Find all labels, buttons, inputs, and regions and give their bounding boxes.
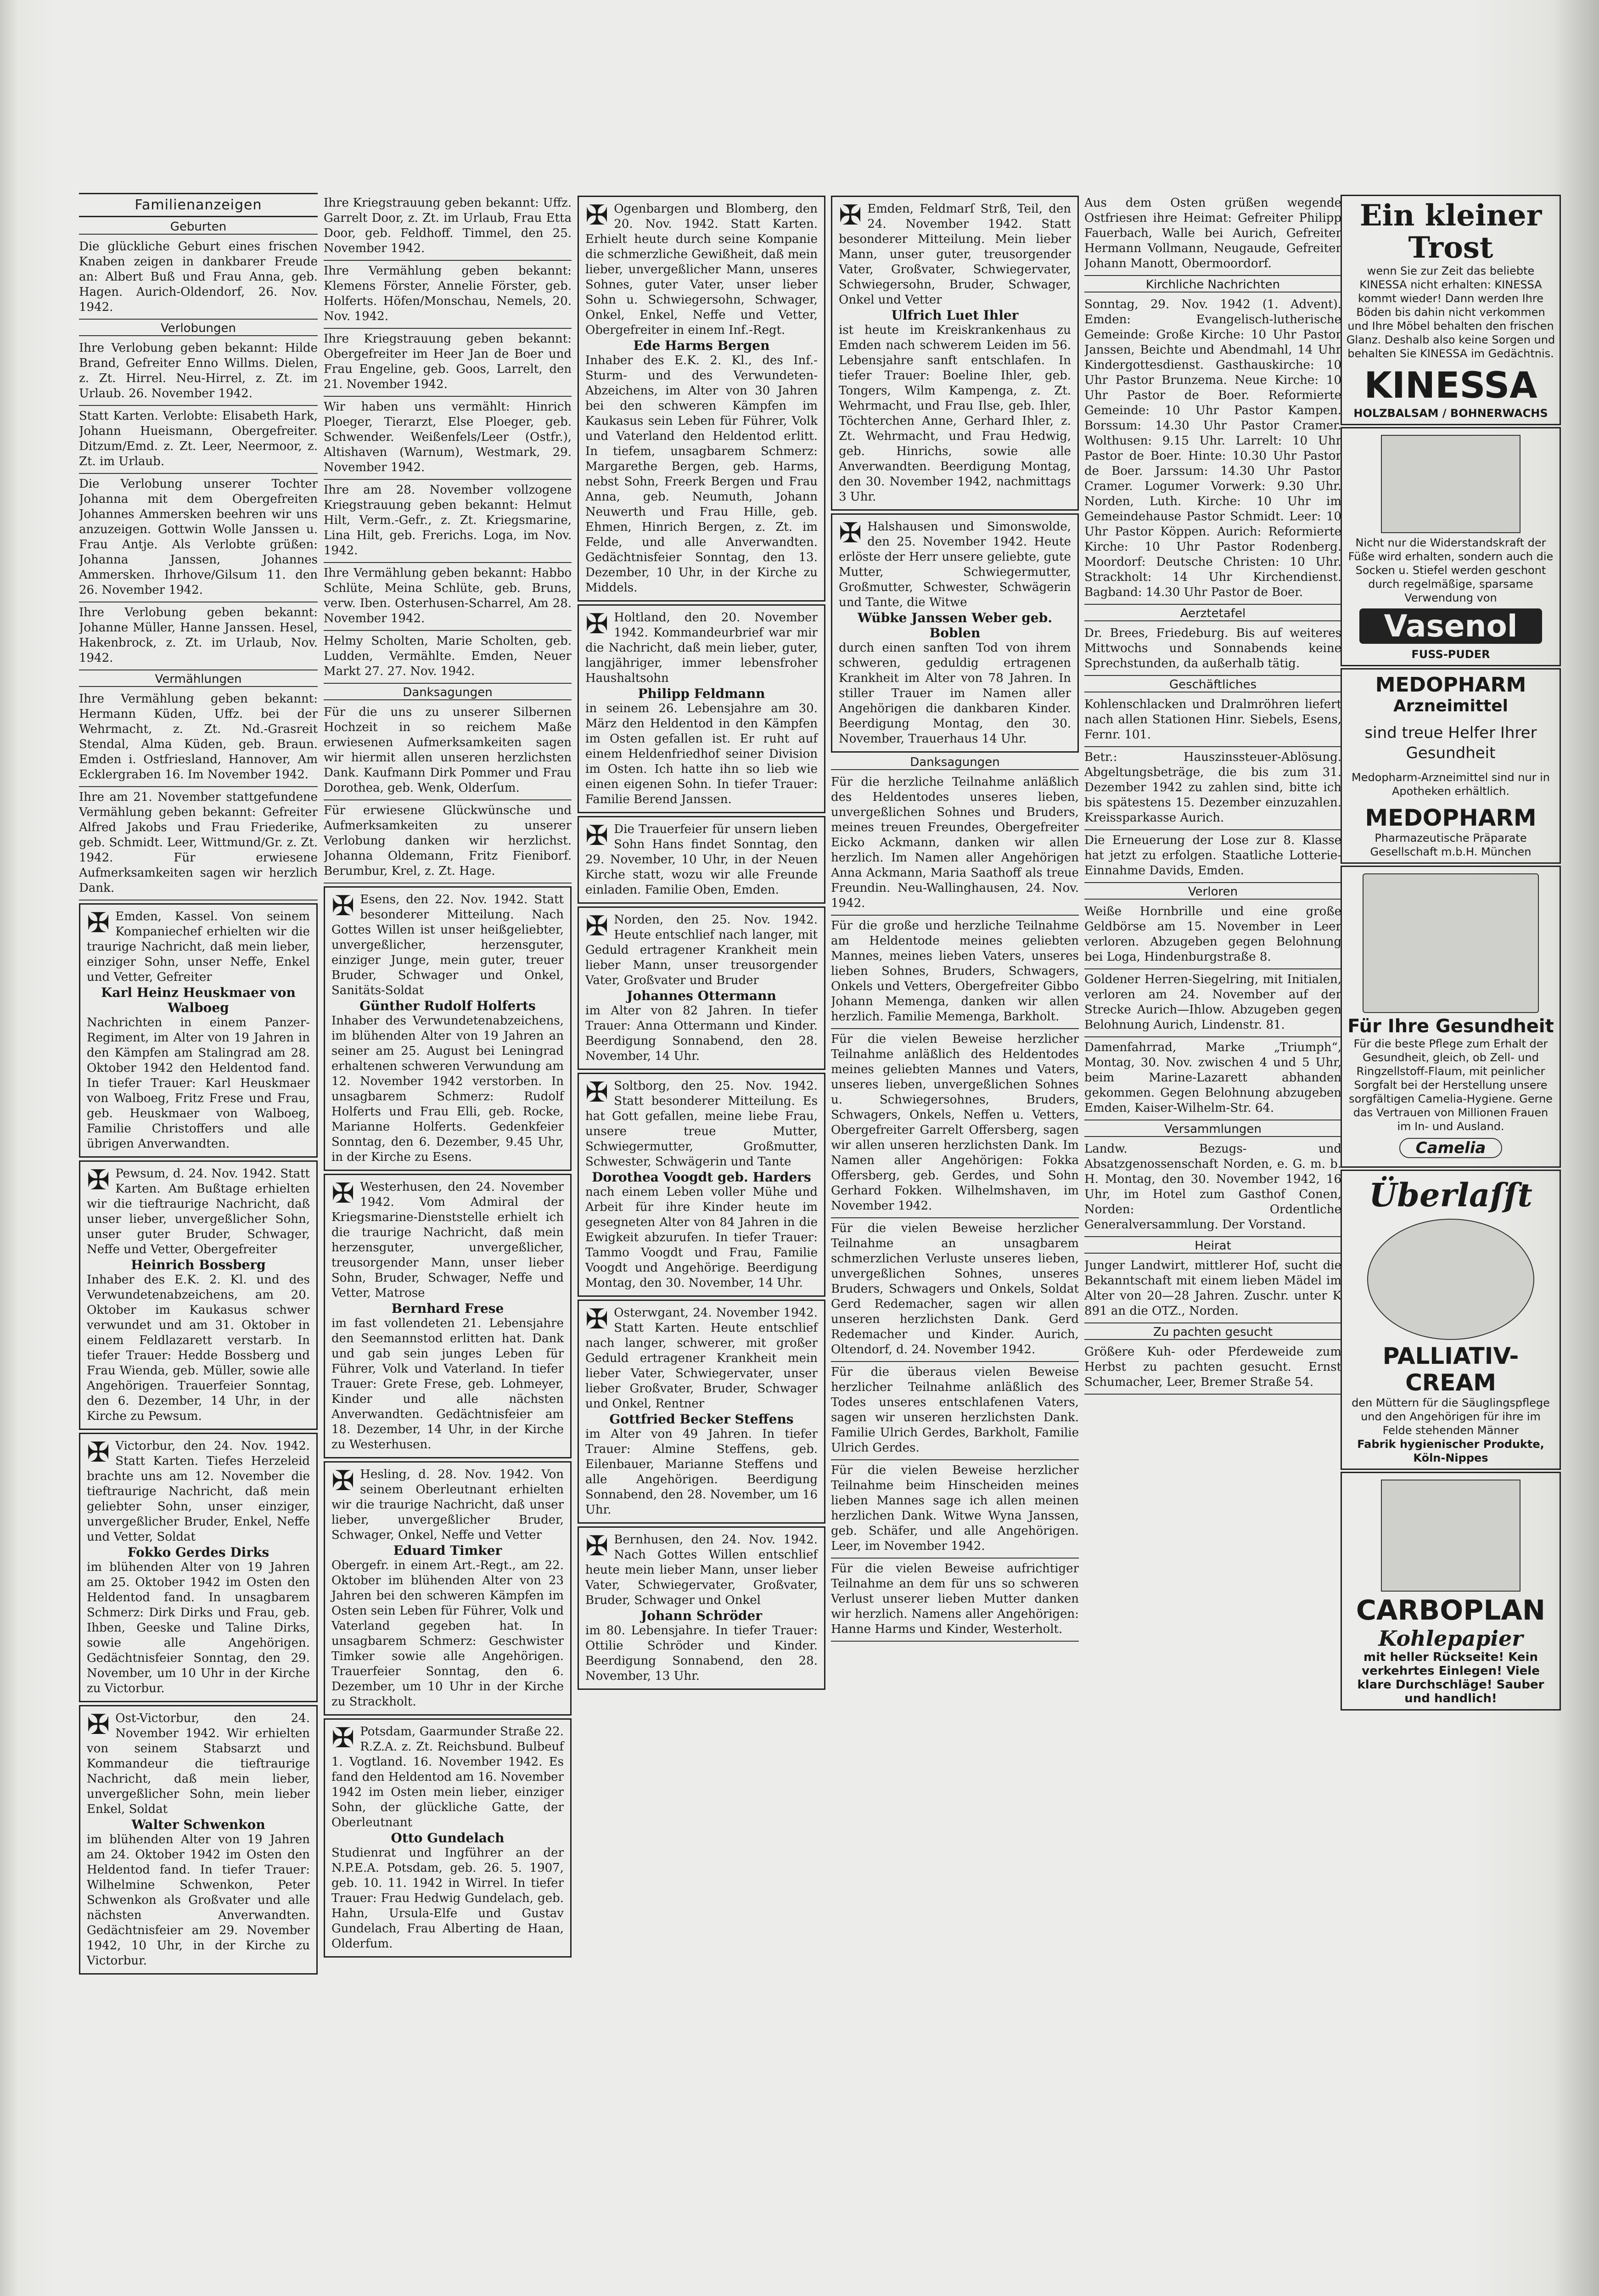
deceased-name: Otto Gundelach (391, 1830, 505, 1846)
obituaries (324, 886, 572, 1958)
deceased-name: Gottfried Becker Steffens (609, 1412, 794, 1427)
deceased-name: Heinrich Bossberg (131, 1257, 266, 1272)
deceased-name: Dorothea Voogdt geb. Harders (592, 1170, 811, 1185)
deceased-name: Ede Harms Bergen (633, 338, 770, 353)
iron-cross-icon: ✠ (839, 199, 862, 231)
column-1 (79, 193, 318, 1977)
obituary-notice (324, 1174, 572, 1458)
boots-illustration (1381, 435, 1520, 533)
lost-header: Verloren (1084, 885, 1341, 900)
obituary-text: Bernhusen, den 24. Nov. 1942. Nach Gottes Willen entschlief heute mein lieber Mann, unser lieber Vater, Schwiegervater, Großvater, Bruder, Schwager und Onkel (585, 1533, 818, 1607)
obituary-notice (831, 196, 1079, 511)
obituary-text: Halshausen und Simonswolde, den 25. November 1942. Heute erlöste der Herr unsere geliebte, gute Mutter, Schwiegermutter, Großmutter, Schwester, Schwägerin und Tante, die Witwe (839, 520, 1071, 609)
obituary-details: nach einem Leben voller Mühe und Arbeit für ihre Kinder heute im gesegneten Alter von 84 Jahren in die Ewigkeit abzurufen. In tiefer Trauer: Tammo Voogdt und Frau, Familie Voogdt und Angehörige. Beerdigung Montag, den 30. November, 14 Uhr. (585, 1185, 818, 1290)
deceased-name: Walter Schwenkon (131, 1817, 265, 1832)
obituary-details: im 80. Lebensjahre. In tiefer Trauer: Ottilie Schröder und Kinder. Beerdigung Sonnabend, den 28. November, 13 Uhr. (585, 1624, 818, 1683)
obituary-details: Obergefr. in einem Art.-Regt., am 22. Oktober im blühenden Alter von 23 Jahren bei den schweren Kämpfen im Osten sein Leben für Führer, Volk und Vaterland gegeben hat. In unsagbarem Schmerz: Geschwister Timker sowie alle Angehörigen. Trauerfeier Sonntag, den 6. Dezember, um 10 Uhr in der Kirche zu Strackholt. (331, 1559, 564, 1709)
iron-cross-icon: ✠ (331, 1465, 355, 1497)
lease-notice: Größere Kuh- oder Pferdeweide zum Herbst zu pachten gesucht. Ernst Schumacher, Leer, Bremer Straße 54. (1084, 1342, 1341, 1395)
marriage-notice: Junger Landwirt, mittlerer Hof, sucht die Bekanntschaft mit einem lieben Mädel im Alter von 20—28 Jahren. Zuschr. unter K 891 an die OTZ., Norden. (1084, 1255, 1341, 1323)
obituary-notice (578, 816, 825, 904)
iron-cross-icon: ✠ (585, 608, 609, 640)
obituary-text: Ogenbargen und Blomberg, den 20. Nov. 1942. Statt Karten. Erhielt heute durch seine Kompanie die schmerzliche Gewißheit, daß mein lieber, unvergeßlicher Mann, unseres Sohnes, guter Vater, unser lieber Sohn u. Schwiegersohn, Schwager, Onkel, Enkel, Neffe und Vetter, Obergefreiter in einem Inf.-Regt. (585, 202, 818, 337)
family-ad: Ihre Vermählung geben bekannt: Hermann Küden, Uffz. bei der Wehrmacht, z. Zt. Nd.-Grasreit Stendal, Alma Küden, geb. Braun. Emden i. Ostfriesland, Hannover, Am Ecklergraben 16. Im November 1942. (79, 689, 318, 787)
iron-cross-icon: ✠ (585, 1076, 609, 1109)
obituary-text: Hesling, d. 28. Nov. 1942. Von seinem Oberleutnant erhielten wir die traurige Nachricht, daß unser lieber, unvergeßlicher Bruder, Schwager, Onkel, Neffe und Vetter (331, 1468, 564, 1542)
business-notices (1084, 694, 1341, 883)
obituary-notice (324, 1718, 572, 1958)
palliativ-company: Fabrik hygienischer Produkte, Köln-Nippes (1357, 1438, 1544, 1464)
medopharm-logo-2: MEDOPHARM (1365, 805, 1537, 831)
ad-note: Medopharm-Arzneimittel sind nur in Apotheken erhältlich. (1352, 771, 1550, 798)
greeting-ad: Aus dem Osten grüßen wegende Ostfriesen ihre Heimat: Gefreiter Philipp Fauerbach, Walle bei Aurich, Gefreiter Hermann Vollmann, Neugaude, Gefreiter Johann Manott, Obermoordorf. (1084, 193, 1341, 276)
thanks-ad: Für die uns zu unserer Silbernen Hochzeit in so reichem Maße erwiesenen Aufmerksamkeiten sagen wir hiermit allen unseren herzlichsten Dank. Kaufmann Dirk Pommer und Frau Dorothea, geb. Wenk, Olderſum. (324, 702, 572, 800)
church-header: Kirchliche Nachrichten (1084, 278, 1341, 293)
doctor-header: Aerztetafel (1084, 607, 1341, 621)
deceased-name: Ulfrich Luet Ihler (891, 308, 1019, 323)
medopharm-company: Pharmazeutische Präparate Gesellschaft m.b.H. München (1370, 832, 1532, 858)
iron-cross-icon: ✠ (87, 1709, 110, 1741)
lost-notice: Damenfahrrad, Marke „Triumph“, Montag, 30. Nov. zwischen 4 und 5 Uhr, beim Marine-Lazarett abhanden gekommen. Gegen Belohnung abzugeben Emden, Kaiser-Wilhelm-Str. 64. (1084, 1037, 1341, 1120)
kinessa-ad (1341, 195, 1561, 425)
obituary-details: Studienrat und Ingführer an der N.P.E.A. Potsdam, geb. 26. 5. 1907, geb. 10. 11. 1942 in Wirrel. In tiefer Trauer: Frau Hedwig Gundelach, geb. Hahn, Ursula-Elfe und Gustav Gundelach, Frau Alberting de Haan, Olderfum. (331, 1846, 564, 1951)
carboplan-logo: CARBOPLAN (1356, 1594, 1546, 1626)
iron-cross-icon: ✠ (839, 517, 862, 549)
carboplan-sub: Kohlepapier (1378, 1626, 1523, 1651)
meeting-notice: Landw. Bezugs- und Absatzgenossenschaft Norden, e. G. m. b. H. Montag, den 30. November 1942, 16 Uhr, im Hotel zum Gasthof Conen, Norden: Ordentliche Generalversammlung. Der Vorstand. (1084, 1139, 1341, 1237)
thanks-ad: Für die überaus vielen Beweise herzlicher Teilnahme anläßlich des Todes unseres entschlafenen Vaters, sagen wir unseren herzlichsten Dank. Familie Ulrich Gerdes, Barkholt, Familie Ulrich Gerdes. (831, 1362, 1079, 1460)
ad-text: sind treue Helfer Ihrer Gesundheit (1364, 724, 1537, 762)
section-title: Verlobungen (79, 321, 318, 336)
family-ad: Ihre am 21. November stattgefundene Vermählung geben bekannt: Gefreiter Alfred Jakobs und Frau Friederike, geb. Schmidt. Leer, Wittmund/Gr. z. Zt. 1942. Für erwiesene Aufmerksamkeiten sagen wir herzlich Dank. (79, 787, 318, 900)
obituary-notice (79, 1705, 318, 1975)
obituary-text: Osterwgant, 24. November 1942. Statt Karten. Heute entschlief nach langer, schwerer, mit großer Geduld ertragener Krankheit mein lieber Vater, Schwiegervater, unser lieber Großvater, Bruder, Schwager und Onkel, Rentner (585, 1306, 818, 1411)
family-ad: Die Verlobung unserer Tochter Johanna mit dem Obergefreiten Johannes Ammersken beehren wir uns anzuzeigen. Gottwin Wolle Janssen u. Frau Antje. Als Verlobte grüßen: Johanna Janssen, Johannes Ammersken. Ihrhove/Gilsum 11. den 26. November 1942. (79, 474, 318, 602)
family-ad: Ihre Verlobung geben bekannt: Johanne Müller, Hanne Janssen. Hesel, Hakenbrock, z. Zt. im Urlaub, Nov. 1942. (79, 602, 318, 670)
lost-notice: Goldener Herren-Siegelring, mit Initialen, verloren am 24. November auf der Strecke Aurich—Ihlow. Abzugeben gegen Belohnung Aurich, Lindenstr. 81. (1084, 969, 1341, 1037)
ad-title: Ein kleiner Trost (1359, 198, 1542, 265)
thanks-ad: Für die vielen Beweise aufrichtiger Teilnahme an dem für uns so schweren Verlust unserer lieben Mutter danken wir herzlich. Namens aller Angehörigen: Hanne Harms und Kinder, Westerholt. (831, 1559, 1079, 1642)
palliativ-ad (1341, 1170, 1561, 1470)
ad-text: Nicht nur die Widerstandskraft der Füße wird erhalten, sondern auch die Socken u. Stiefel werden geschont durch regelmäßige, sparsame Verwendung von (1348, 536, 1554, 604)
obituary-details: im Alter von 82 Jahren. In tiefer Trauer: Anna Ottermann und Kinder. Beerdigung Sonnabend, den 28. November, 14 Uhr. (585, 1004, 818, 1063)
lost-notices (1084, 901, 1341, 1120)
obituary-text: Soltborg, den 25. Nov. 1942. Statt besonderer Mitteilung. Es hat Gott gefallen, meine liebe Frau, unsere treue Mutter, Schwiegermutter, Großmutter, Schwester, Schwägerin und Tante (585, 1079, 818, 1169)
dank-header: Danksagungen (324, 686, 572, 700)
obituary-notice (324, 1461, 572, 1716)
thanks-ad: Für die vielen Beweise herzlicher Teilnahme an unsagbarem schmerzlichen Verluste unseres lieben, unvergeßlichen Sohnes, unseres Bruders, Schwagers und Onkels, Soldat Gerd Redemacher, sagen wir allen unseren herzlichsten Dank. Gerd Redemacher und Kinder. Aurich, Oltendorf, d. 24. November 1942. (831, 1218, 1079, 1362)
column-4 (831, 193, 1079, 1642)
obituary-notice (578, 1073, 825, 1297)
marriage-ad: Ihre Kriegstrauung geben bekannt: Obergefreiter im Heer Jan de Boer und Frau Engeline, geb. Goos, Larrelt, den 21. November 1942. (324, 329, 572, 397)
marriage-ad: Wir haben uns vermählt: Hinrich Ploeger, Tierarzt, Else Ploeger, geb. Schwender. Weißenfels/Leer (Ostfr.), Altishaven (Warnum), Westmark, 29. November 1942. (324, 397, 572, 480)
iron-cross-icon: ✠ (585, 820, 609, 852)
ad-text: Für die beste Pflege zum Erhalt der Gesundheit, gleich, ob Zell- und Ringzellstoff-Flaum, mit peinlicher Sorgfalt bei der Herstellung unsere sorgfältigen Camelia-Hygiene. Gerne das Vertrauen von Millionen Frauen im In- und Ausland. (1349, 1037, 1553, 1133)
ad-title: Überlaſſt (1369, 1176, 1532, 1214)
dank-header: Danksagungen (831, 755, 1079, 770)
vasenol-logo: Vasenol (1359, 608, 1542, 644)
thanks-ad: Für die große und herzliche Teilnahme am Heldentode meines geliebten Mannes, meines lieben Vaters, unseres lieben Sohnes, Bruders, Schwagers, Onkels und Vetters, Obergefreiter Gibbo Johann Memenga, danken wir allen herzlich. Familie Memenga, Barkholt. (831, 916, 1079, 1029)
deceased-name: Wübke Janssen Weber geb. Boblen (858, 610, 1052, 641)
obituary-text: Victorbur, den 24. Nov. 1942. Statt Karten. Tiefes Herzeleid brachte uns am 12. November die tieftraurige Nachricht, daß mein geliebter Sohn, unser einziger, unvergeßlicher Bruder, Enkel, Neffe und Vetter, Soldat (87, 1439, 310, 1544)
obituary-notice (79, 1433, 318, 1702)
business-notice: Betr.: Hauszinssteuer-Ablösung. Abgeltungsbeträge, die bis zum 31. Dezember 1942 zu zahlen sind, bitte ich bis spätestens 15. Dezember einzuzahlen. Kreissparkasse Aurich. (1084, 747, 1341, 830)
deceased-name: Karl Heinz Heuskmaer von Walboeg (101, 985, 296, 1015)
vasenol-sub: FUSS-PUDER (1411, 648, 1490, 661)
obituary-text: Ost-Victorbur, den 24. November 1942. Wir erhielten von seinem Stabsarzt und Kommandeur die tieftraurige Nachricht, daß mein lieber, unvergeßlicher Sohn, mein lieber Enkel, Soldat (87, 1711, 310, 1816)
obituary-details: durch einen sanften Tod von ihrem schweren, geduldig ertragenen Krankheit im Alter von 78 Jahren. In stiller Trauer im Namen aller Angehörigen die dankbaren Kinder. Beerdigung Montag, den 30. November, Trauerhaus 14 Uhr. (839, 641, 1071, 746)
iron-cross-icon: ✠ (87, 1164, 110, 1196)
family-sections (79, 220, 318, 900)
thanks-ads (831, 772, 1079, 1642)
deceased-name: Johann Schröder (640, 1608, 763, 1623)
business-notice: Die Erneuerung der Lose zur 8. Klasse hat jetzt zu erfolgen. Staatliche Lotterie-Einnahme Davids, Emden. (1084, 830, 1341, 883)
family-ad: Statt Karten. Verlobte: Elisabeth Hark, Johann Hueismann, Obergefreiter. Ditzum/Emd. z. Zt. Leer, Neermoor, z. Zt. im Urlaub. (79, 406, 318, 474)
iron-cross-icon: ✠ (331, 1722, 355, 1754)
obituary-details: im Alter von 49 Jahren. In tiefer Trauer: Almine Steffens, geb. Eilenbauer, Marianne Steffens und alle Angehörigen. Beerdigung Sonnabend, den 28. November, um 16 Uhr. (585, 1427, 818, 1517)
obituary-text: Emden, Kassel. Von seinem Kompaniechef erhielten wir die traurige Nachricht, daß mein lieber, einziger Sohn, unser Neffe, Enkel und Vetter, Gefreiter (87, 910, 310, 984)
deceased-name: Günther Rudolf Holferts (359, 998, 536, 1013)
obituary-notice (578, 906, 825, 1070)
camelia-logo: Camelia (1399, 1138, 1502, 1158)
kinessa-logo: KINESSA (1364, 365, 1537, 406)
thanks-ads (324, 702, 572, 884)
deceased-name: Johannes Ottermann (627, 988, 776, 1003)
business-notice: Kohlenschlacken und Dralmröhren liefert nach allen Stationen Hinr. Siebels, Esens, Fernr. 101. (1084, 694, 1341, 747)
column-5 (1084, 193, 1341, 1395)
obituary-details: Inhaber des E.K. 2. Kl. und des Verwundetenabzeichens, am 20. Oktober im Kaukasus schwer verwundet und am 31. Oktober in einem Feldlazarett verstarb. In tiefer Trauer: Hedde Bossberg und Frau Wienda, geb. Müller, sowie alle Angehörigen. Trauerfeier Sonntag, den 6. Dezember, 14 Uhr, in der Kirche zu Pewsum. (87, 1273, 310, 1423)
section-title: Geburten (79, 220, 318, 235)
lost-notice: Weiße Hornbrille und eine große Geldbörse am 15. November in Leer verloren. Abzugeben gegen Belohnung bei Loga, Hindenburgstraße 8. (1084, 901, 1341, 969)
obituary-text: Emden, Feldmarſ Strß, Teil, den 24. November 1942. Statt besonderer Mitteilung. Mein lieber Mann, unser guter, treusorgender Vater, Großvater, Schwiegervater, Schwiegersohn, Bruder, Schwager, Onkel und Vetter (839, 202, 1071, 307)
typewriter-illustration (1381, 1480, 1520, 1592)
obituary-text: Norden, den 25. Nov. 1942. Heute entschlief nach langer, mit Geduld ertragener Krankheit mein lieber Mann, unser treusorgender Vater, Großvater und Bruder (585, 913, 818, 987)
obituaries (831, 196, 1079, 753)
iron-cross-icon: ✠ (87, 907, 110, 939)
obituary-notice (79, 1160, 318, 1430)
obituary-notice (578, 1300, 825, 1524)
obituary-details: im fast vollendeten 21. Lebensjahre den Seemannstod erlitten hat. Dank und gab sein junges Leben für Führer, Volk und Vaterland. In tiefer Trauer: Grete Frese, geb. Lohmeyer, Kinder und alle nächsten Anverwandten. Gedächtnisfeier am 18. Dezember, 14 Uhr, in der Kirche zu Westerhusen. (331, 1317, 564, 1452)
iron-cross-icon: ✠ (331, 1177, 355, 1210)
woman-portrait (1363, 873, 1539, 1013)
obituary-text: Holtland, den 20. November 1942. Kommandeurbrief war mir die Nachricht, daß mein lieber, guter, langjähriger, immer lebensfroher Haushaltsohn (585, 611, 818, 685)
obituaries (79, 903, 318, 1975)
iron-cross-icon: ✠ (331, 890, 355, 922)
iron-cross-icon: ✠ (585, 1530, 609, 1562)
column-3 (578, 193, 825, 1693)
ad-text: mit heller Rückseite! Kein verkehrtes Einlegen! Viele klare Durchschläge! Sauber und handlich! (1357, 1650, 1544, 1705)
iron-cross-icon: ✠ (585, 1303, 609, 1335)
obituary-details: im blühenden Alter von 19 Jahren am 25. Oktober 1942 im Osten den Heldentod fand. In unsagbarem Schmerz: Dirk Dirks und Frau, geb. Ihben, Geeske und Taline Dirks, sowie alle Angehörigen. Gedächtnisfeier Sonntag, den 29. November, um 10 Uhr in der Kirche zu Victorbur. (87, 1560, 310, 1695)
obituary-notice (578, 196, 825, 602)
obituary-text: Pewsum, d. 24. Nov. 1942. Statt Karten. Am Bußtage erhielten wir die tieftraurige Nachricht, daß unser lieber, unvergeßlicher Sohn, unser guter Bruder, Schwager, Neffe und Vetter, Obergefreiter (87, 1167, 310, 1256)
family-ad: Die glückliche Geburt eines frischen Knaben zeigen in dankbarer Freude an: Albert Buß und Frau Anna, geb. Hagen. Aurich-Oldendorf, 26. Nov. 1942. (79, 236, 318, 320)
obituary-details: ist heute im Kreiskrankenhaus zu Emden nach schwerem Leiden im 56. Lebensjahre sanft entschlafen. In tiefer Trauer: Boeline Ihler, geb. Tongers, Wilm Kampenga, z. Zt. Wehrmacht, und Frau Ilse, geb. Ihler, Töchterchen Anne, Gerhard Ihler, z. Zt. Wehrmacht, und Frau Hedwig, geb. Hinrichs, sowie alle Anverwandten. Beerdigung Montag, den 30. November 1942, nachmittags 3 Uhr. (839, 323, 1071, 504)
lease-header: Zu pachten gesucht (1084, 1325, 1341, 1340)
obituaries (578, 196, 825, 1690)
thanks-ad: Für erwiesene Glückwünsche und Aufmerksamkeiten zu unserer Verlobung danken wir herzlichst. Johanna Oldemann, Fritz Fieniborf. Berumbur, Krel, z. Zt. Hage. (324, 800, 572, 884)
camelia-ad (1341, 866, 1561, 1168)
section-header: Familienanzeigen (79, 193, 318, 217)
thanks-ad: Für die vielen Beweise herzlicher Teilnahme beim Hinscheiden meines lieben Mannes sage ich allen meinen herzlichen Dank. Witwe Wyna Janssen, geb. Schäfer, und alle Angehörigen. Leer, im November 1942. (831, 1460, 1079, 1559)
business-header: Geschäftliches (1084, 678, 1341, 692)
obituary-details: in seinem 26. Lebensjahre am 30. März den Heldentod in den Kämpfen im Osten gefallen ist. Er ruht auf einem Heldenfriedhof seiner Division im Osten. Ich hatte ihn so lieb wie einen eigenen Sohn. In tiefer Trauer: Familie Berend Janssen. (585, 702, 818, 806)
obituary-notice (578, 1526, 825, 1690)
obituary-notice (578, 604, 825, 813)
section-title: Vermählungen (79, 672, 318, 687)
iron-cross-icon: ✠ (585, 199, 609, 231)
marriage-ad: Ihre Vermählung geben bekannt: Habbo Schlüte, Meina Schlüte, geb. Bruns, verw. Iben. Osterhusen-Scharrel, Am 28. November 1942. (324, 563, 572, 631)
carboplan-ad (1341, 1472, 1561, 1711)
vasenol-ad (1341, 427, 1561, 666)
obituary-details: Inhaber des E.K. 2. Kl., des Inf.-Sturm- und des Verwundeten-Abzeichens, im Alter von 30 Jahren bei den schweren Kämpfen im Kaukasus sein Leben für Führer, Volk und Vaterland den Heldentod erlitt. In tiefem, unsagbarem Schmerz: Margarethe Bergen, geb. Harms, nebst Sohn, Freerk Bergen und Frau Anna, geb. Neumuth, Johann Neuwerth und Frau Hille, geb. Ehmen, Hinrich Bergen, z. Zt. im Felde, und alle Anverwandten. Gedächtnisfeier Sonntag, den 13. Dezember, 10 Uhr, in der Kirche zu Middels. (585, 354, 818, 595)
cream-tin-illustration (1367, 1219, 1534, 1340)
ad-title: Für Ihre Gesundheit (1347, 1016, 1554, 1037)
church-notices: Sonntag, 29. Nov. 1942 (1. Advent). Emden: Evangelisch-lutherische Gemeinde: Große Kirche: 10 Uhr Pastor Janssen, Beichte und Abendmahl, 14 Uhr Kindergottesdienst. Gasthauskirche: 10 Uhr Pastor Brunzema. Neue Kirche: 10 Uhr Pastor de Boer. Reformierte Gemeinde: 10 Uhr Pastor Kampen. Borssum: 14.30 Uhr Pastor Cramer. Wolthusen: 9.15 Uhr. Larrelt: 10 Uhr Pastor de Boer. Hinte: 10.30 Uhr Pastor de Boer. Jarssum: 14.30 Uhr Pastor Cramer. Logumer Vorwerk: 9.30 Uhr. Norden, Luth. Kirche: 10 Uhr im Gemeindehause Pastor Schmidt. Leer: 10 Uhr Pastor Köppen. Aurich: Reformierte Kirche: 10 Uhr Pastor Rodenberg. Moordorf: Deutsche Christen: 10 Uhr. Strackholt: 14 Uhr Kirchendienst. Bagband: 14.30 Uhr Pastor de Boer. (1084, 294, 1341, 605)
marriage-ad: Ihre Kriegstrauung geben bekannt: Uffz. Garrelt Door, z. Zt. im Urlaub, Frau Etta Door, geb. Feldhoff. Timmel, den 25. November 1942. (324, 193, 572, 261)
deceased-name: Eduard Timker (393, 1543, 502, 1558)
obituary-notice (831, 513, 1079, 753)
obituary-text: Potsdam, Gaarmunder Straße 22. R.Z.A. z. Zt. Reichsbund. Bulbeuf 1. Vogtland. 16. November 1942. Es fand den Heldentod am 16. November 1942 im Osten mein lieber, einziger Sohn, der glückliche Gatte, der Oberleutnant (331, 1725, 564, 1829)
thanks-ad: Für die herzliche Teilnahme anläßlich des Heldentodes unseres lieben, unvergeßlichen Sohnes und Bruders, meines treuen Freundes, Obergefreiter Eicko Ackmann, danken wir allen herzlich. Im Namen aller Angehörigen Anna Ackmann, Maria Saathoff als treue Freundin. Neu-Wallinghausen, 24. Nov. 1942. (831, 772, 1079, 916)
obituary-details: Inhaber des Verwundetenabzeichens, im blühenden Alter von 19 Jahren an seiner am 25. August bei Leningrad erhaltenen schweren Verwundung am 12. November 1942 verstorben. In unsagbarem Schmerz: Rudolf Holferts und Frau Elli, geb. Rocke, Marianne Holferts. Gedenkfeier Sonntag, den 6. Dezember, 9.45 Uhr, in der Kirche zu Esens. (331, 1014, 564, 1164)
marriage-ad: Ihre am 28. November vollzogene Kriegstrauung geben bekannt: Helmut Hilt, Verm.-Gefr., z. Zt. Kriegsmarine, Lina Hilt, geb. Frerichs. Loga, im Nov. 1942. (324, 480, 572, 563)
thanks-ad: Für die vielen Beweise herzlicher Teilnahme anläßlich des Heldentodes meines geliebten Mannes und Vaters, unseres lieben, unvergeßlichen Sohnes u. Schwiegersohnes, Bruders, Schwagers, Onkels, Neffen u. Vetters, Obergefreiter Garrelt Offersberg, sagen wir allen unseren herzlichsten Dank. Im Namen aller Angehörigen: Fokka Offersberg, geb. Gerdes, und Sohn Gerhard Fokken. Wilhelmshaven, im November 1942. (831, 1029, 1079, 1218)
obituary-text: Die Trauerfeier für unsern lieben Sohn Hans findet Sonntag, den 29. November, 10 Uhr, in der Neuen Kirche statt, wozu wir alle Freunde einladen. Familie Oben, Emden. (585, 822, 818, 897)
obituary-notice (324, 886, 572, 1171)
iron-cross-icon: ✠ (585, 910, 609, 942)
ad-text: den Müttern für die Säuglingspflege und den Angehörigen für ihre im Felde stehenden Männer (1352, 1396, 1550, 1437)
medopharm-logo: MEDOPHARM (1375, 673, 1526, 697)
iron-cross-icon: ✠ (87, 1436, 110, 1469)
obituary-text: Westerhusen, den 24. November 1942. Vom Admiral der Kriegsmarine-Dienststelle erhielt ich die traurige Nachricht, daß mein herzensguter, unvergeßlicher, treusorgender Mann, unser lieber Sohn, Bruder, Schwager, Neffe und Vetter, Matrose (331, 1180, 564, 1300)
obituary-details: Nachrichten in einem Panzer-Regiment, im Alter von 19 Jahren in den Kämpfen am Stalingrad am 28. Oktober 1942 den Heldentod fand. In tiefer Trauer: Karl Heuskmaer von Walboeg, Fritz Frese und Frau, geb. Heuskmaer von Walboeg, Familie Christoffers und alle übrigen Anverwandten. (87, 1016, 310, 1151)
deceased-name: Philipp Feldmann (638, 686, 765, 701)
column-2 (324, 193, 572, 1960)
marriage-ad: Ihre Vermählung geben bekannt: Klemens Förster, Annelie Förster, geb. Holferts. Höfen/Monschau, Nemels, 20. Nov. 1942. (324, 261, 572, 329)
medopharm-ad (1341, 668, 1561, 864)
ad-text: wenn Sie zur Zeit das beliebte KINESSA nicht erhalten: KINESSA kommt wieder! Dann werden Ihre Böden bis dahin nicht verkommen und Ihre Möbel behalten den frischen Glanz. Deshalb also keine Sorgen und behalten Sie KINESSA im Gedächtnis. (1346, 264, 1555, 360)
medopharm-sub: Arzneimittel (1393, 697, 1508, 715)
deceased-name: Bernhard Frese (391, 1301, 504, 1316)
obituary-text: Esens, den 22. Nov. 1942. Statt besonderer Mitteilung. Nach Gottes Willen ist unser heißgeliebter, unvergeßlicher, herzensguter, einziger Junge, mein guter, treuer Bruder, Schwager und Onkel, Sanitäts-Soldat (331, 893, 564, 997)
obituary-notice (79, 903, 318, 1158)
kinessa-sub: HOLZBALSAM / BOHNERWACHS (1353, 407, 1548, 420)
column-6-ads (1341, 193, 1561, 1712)
obituary-details: im blühenden Alter von 19 Jahren am 24. Oktober 1942 im Osten den Heldentod fand. In tiefer Trauer: Wilhelmine Schwenkon, Peter Schwenkon als Großvater und alle nächsten Anverwandten. Gedächtnisfeier am 29. November 1942, 10 Uhr, in der Kirche zu Victorbur. (87, 1833, 310, 1968)
marriage-header: Heirat (1084, 1239, 1341, 1254)
marriage-ads (324, 193, 572, 684)
doctor-notice: Dr. Brees, Friedeburg. Bis auf weiteres Mittwochs und Sonnabends keine Sprechstunden, da außerhalb tätig. (1084, 623, 1341, 676)
family-ad: Ihre Verlobung geben bekannt: Hilde Brand, Gefreiter Enno Willms. Dielen, z. Zt. Hirrel. Neu-Hirrel, z. Zt. im Urlaub. 26. November 1942. (79, 338, 318, 406)
marriage-ad: Helmy Scholten, Marie Scholten, geb. Ludden, Vermählte. Emden, Neuer Markt 27. 27. Nov. 1942. (324, 631, 572, 684)
palliativ-logo: PALLIATIV-CREAM (1382, 1343, 1519, 1396)
deceased-name: Fokko Gerdes Dirks (127, 1545, 269, 1560)
meetings-header: Versammlungen (1084, 1122, 1341, 1137)
